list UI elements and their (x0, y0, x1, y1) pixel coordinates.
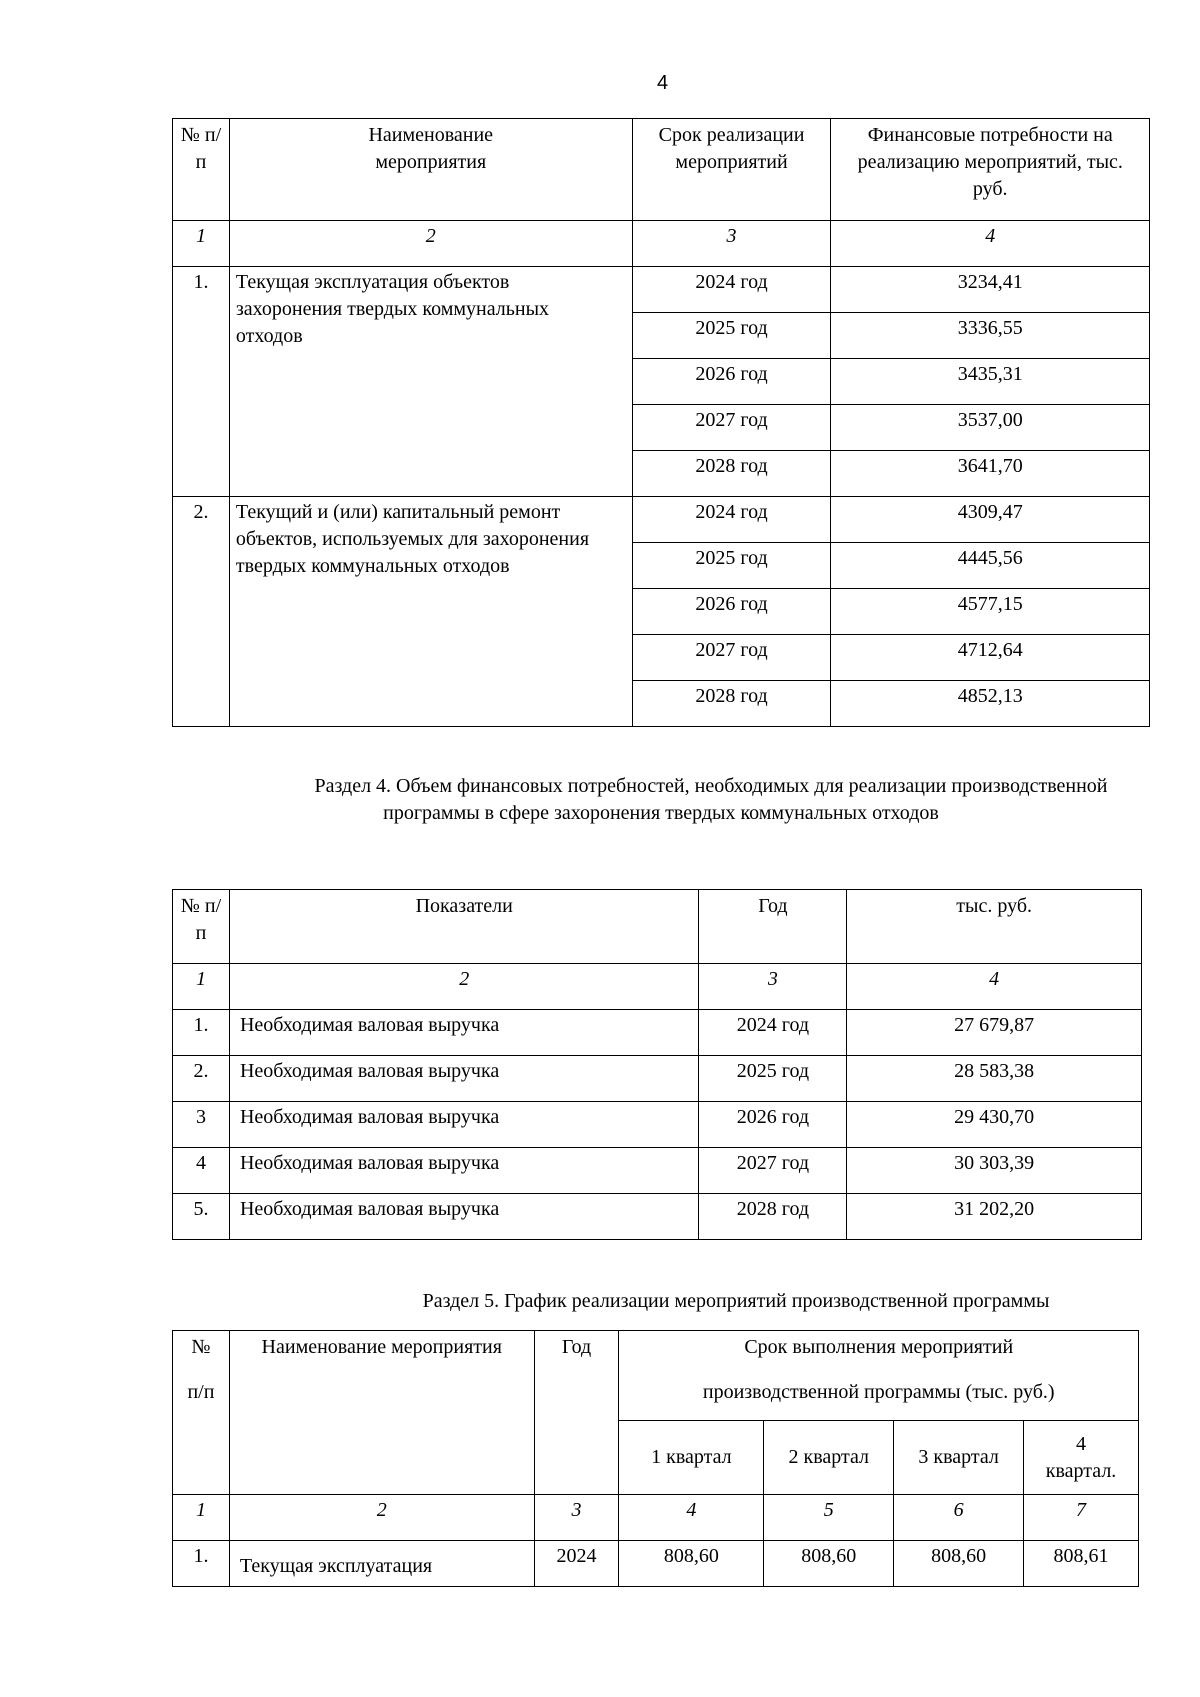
table-header-row (173, 119, 1150, 221)
column-number-row (173, 964, 1142, 1010)
year-cell: 2026 год (632, 359, 831, 405)
year-cell: 2027 год (699, 1148, 847, 1194)
row-num: 4 (173, 1148, 230, 1194)
header-term-line2: производственной программы (тыс. руб.) (702, 1381, 1055, 1403)
header-indicator: Показатели (229, 890, 699, 964)
header-term (619, 1331, 1139, 1421)
year-cell: 2026 год (632, 589, 831, 635)
col-number: 1 (173, 1495, 230, 1541)
table-row (173, 497, 1150, 543)
column-number-row (173, 221, 1150, 267)
col-number: 3 (699, 964, 847, 1010)
section4-title (172, 773, 1150, 827)
col-number: 3 (534, 1495, 619, 1541)
col-number: 5 (764, 1495, 894, 1541)
header-term-line1: Срок выполнения мероприятий (744, 1336, 1014, 1358)
col-number: 1 (173, 964, 230, 1010)
header-year: Год (534, 1331, 619, 1495)
table-row (173, 1010, 1142, 1056)
page-number: 4 (656, 72, 669, 94)
year-cell: 2027 год (632, 405, 831, 451)
column-number-row (173, 1495, 1139, 1541)
header-q4-line2: квартал. (1045, 1459, 1117, 1482)
row-num: 1. (173, 267, 230, 497)
q1-value: 808,60 (619, 1541, 764, 1587)
table-header-row (173, 1331, 1139, 1421)
col-number: 7 (1024, 1495, 1139, 1541)
header-q3: 3 квартал (894, 1421, 1024, 1495)
year-cell: 2028 год (632, 681, 831, 727)
section4-title-line2: программы в сфере захоронения твердых коммунальных отходов (383, 802, 939, 824)
value-cell: 4712,64 (831, 635, 1150, 681)
indicator-cell: Необходимая валовая выручка (229, 1148, 699, 1194)
year-cell: 2027 год (632, 635, 831, 681)
col-number: 6 (894, 1495, 1024, 1541)
table-row (173, 1056, 1142, 1102)
year-cell: 2025 год (632, 313, 831, 359)
year-cell: 2024 год (632, 267, 831, 313)
header-q2: 2 квартал (764, 1421, 894, 1495)
header-num: № п/п (173, 890, 230, 964)
year-cell: 2024 год (632, 497, 831, 543)
col-number: 2 (229, 221, 632, 267)
year-cell: 2026 год (699, 1102, 847, 1148)
q4-value: 808,61 (1024, 1541, 1139, 1587)
activity-name: Текущая эксплуатация объектов захоронения твердых коммунальных отходов (229, 267, 632, 497)
header-num (173, 1331, 230, 1495)
value-cell: 31 202,20 (847, 1194, 1142, 1240)
value-cell: 29 430,70 (847, 1102, 1142, 1148)
indicator-cell: Необходимая валовая выручка (229, 1194, 699, 1240)
col-number: 4 (847, 964, 1142, 1010)
col-number: 2 (229, 964, 699, 1010)
activities-finance-table (172, 118, 1150, 727)
col-number: 4 (831, 221, 1150, 267)
year-cell: 2028 год (632, 451, 831, 497)
q3-value: 808,60 (894, 1541, 1024, 1587)
header-term: Срок реализации мероприятий (632, 119, 831, 221)
table-row (173, 1148, 1142, 1194)
value-cell: 3641,70 (831, 451, 1150, 497)
year-cell: 2028 год (699, 1194, 847, 1240)
col-number: 3 (632, 221, 831, 267)
indicator-cell: Необходимая валовая выручка (229, 1102, 699, 1148)
table-row (173, 1194, 1142, 1240)
q2-value: 808,60 (764, 1541, 894, 1587)
value-cell: 28 583,38 (847, 1056, 1142, 1102)
indicator-cell: Необходимая валовая выручка (229, 1010, 699, 1056)
indicator-cell: Необходимая валовая выручка (229, 1056, 699, 1102)
header-q4-line1: 4 (1076, 1432, 1087, 1455)
header-year: Год (699, 890, 847, 964)
value-cell: 3537,00 (831, 405, 1150, 451)
section4-title-line1: Раздел 4. Объем финансовых потребностей, необходимых для реализации производственной (314, 775, 1108, 797)
value-cell: 4852,13 (831, 681, 1150, 727)
value-cell: 3234,41 (831, 267, 1150, 313)
col-number: 4 (619, 1495, 764, 1541)
row-num: 5. (173, 1194, 230, 1240)
activity-name: Текущий и (или) капитальный ремонт объектов, используемых для захоронения твердых коммунальных отходов (229, 497, 632, 727)
header-num-top: № (191, 1336, 211, 1358)
year-cell: 2024 (534, 1541, 619, 1587)
year-cell: 2024 год (699, 1010, 847, 1056)
header-name: Наименование мероприятия (229, 119, 632, 221)
table-row (173, 1102, 1142, 1148)
row-num: 2. (173, 1056, 230, 1102)
table-header-row (173, 890, 1142, 964)
table-row (173, 267, 1150, 313)
row-num: 1. (173, 1010, 230, 1056)
value-cell: 27 679,87 (847, 1010, 1142, 1056)
header-unit: тыс. руб. (847, 890, 1142, 964)
schedule-table (172, 1330, 1139, 1587)
row-num: 1. (173, 1541, 230, 1587)
value-cell: 4445,56 (831, 543, 1150, 589)
col-number: 2 (229, 1495, 534, 1541)
row-num: 2. (173, 497, 230, 727)
value-cell: 3435,31 (831, 359, 1150, 405)
section5-title: Раздел 5. График реализации мероприятий производственной программы (422, 1290, 1050, 1312)
table-row (173, 1541, 1139, 1587)
value-cell: 4577,15 (831, 589, 1150, 635)
row-num: 3 (173, 1102, 230, 1148)
header-finance: Финансовые потребности на реализацию мероприятий, тыс. руб. (831, 119, 1150, 221)
gross-revenue-table (172, 889, 1142, 1240)
year-cell: 2025 год (632, 543, 831, 589)
value-cell: 30 303,39 (847, 1148, 1142, 1194)
header-q1: 1 квартал (619, 1421, 764, 1495)
header-q4 (1024, 1421, 1139, 1495)
activity-name: Текущая эксплуатация (229, 1541, 534, 1587)
header-num-bottom: п/п (187, 1381, 215, 1403)
col-number: 1 (173, 221, 230, 267)
value-cell: 4309,47 (831, 497, 1150, 543)
header-name: Наименование мероприятия (229, 1331, 534, 1495)
value-cell: 3336,55 (831, 313, 1150, 359)
year-cell: 2025 год (699, 1056, 847, 1102)
header-num: № п/п (173, 119, 230, 221)
